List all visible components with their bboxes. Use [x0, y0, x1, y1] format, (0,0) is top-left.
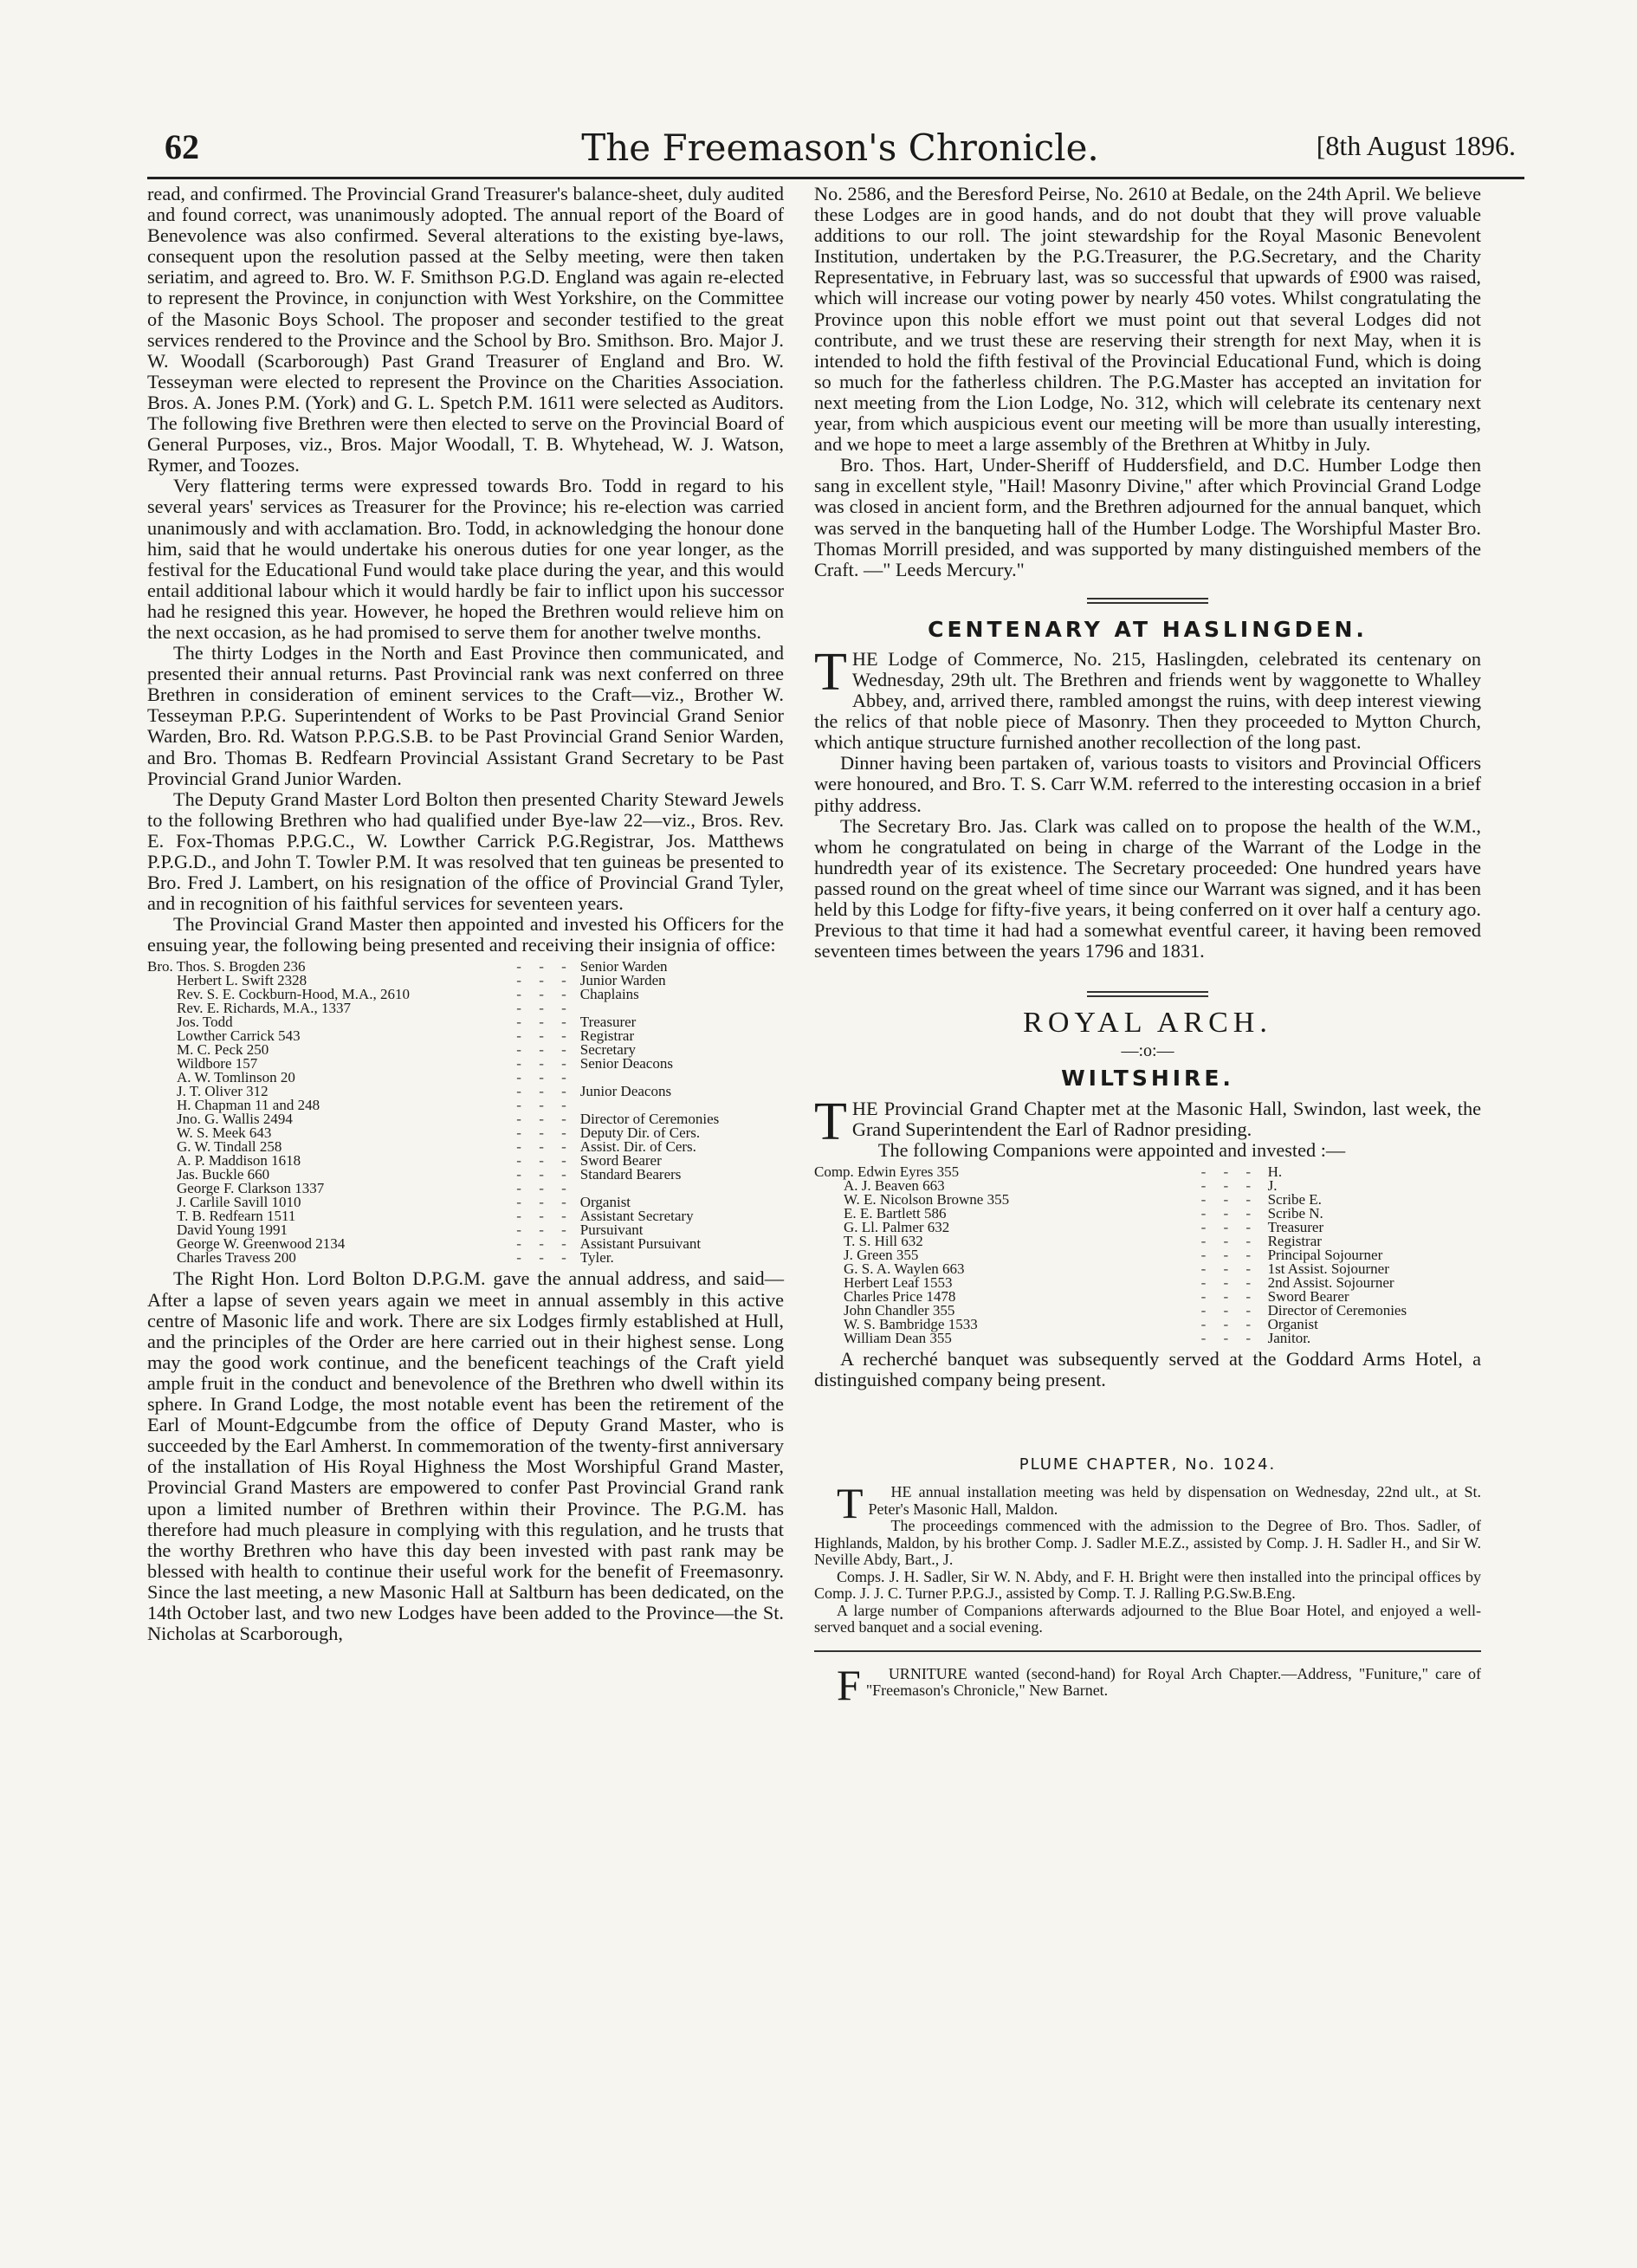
office-title: Scribe N. — [1267, 1204, 1323, 1221]
office-title: J. — [1267, 1176, 1278, 1194]
officer-name: Rev. E. Richards, M.A., 1337 — [177, 1000, 351, 1017]
section-separator — [1087, 598, 1208, 604]
office-title: Scribe E. — [1267, 1190, 1322, 1208]
officer-name: W. E. Nicolson Browne 355 — [844, 1190, 1010, 1208]
officer-name: G. W. Tindall 258 — [177, 1138, 282, 1156]
paragraph: Dinner having been partaken of, various toasts to visitors and Provincial Officers were honoured, and Bro. T. S. Carr W.M. referred to the interesting occasion in a brief pithy address. — [814, 752, 1481, 816]
paragraph: A recherché banquet was subsequently served at the Goddard Arms Hotel, a distinguished company being present. — [814, 1347, 1481, 1390]
office-title: Junior Deacons — [579, 1083, 672, 1100]
leader-dashes: - - - — [516, 1166, 573, 1183]
officer-name: A. W. Tomlinson 20 — [177, 1069, 295, 1086]
officer-name: J. Green 355 — [844, 1246, 919, 1263]
leader-dashes: - - - — [516, 1014, 573, 1031]
paragraph: The Provincial Grand Master then appointed and invested his Officers for the ensuing year, the following being presented and receiving their insignia of office: — [147, 913, 784, 956]
drop-cap: F — [837, 1660, 861, 1709]
office-title: Senior Warden — [579, 958, 668, 975]
leader-dashes: - - - — [516, 1221, 573, 1239]
leader-dashes: - - - — [516, 1000, 573, 1017]
paragraph: THE Lodge of Commerce, No. 215, Haslingden, celebrated its centenary on Wednesday, 29th ult. The Brethren and friends went by waggonette to Whalley Abbey, and, arrived there, rambled amongst the ruins, with deep interest viewing the relics of that noble piece of Masonry. Then they proceeded to Mytton Church, which antique structure furnished another recollection of the long past. — [814, 642, 1481, 754]
leader-dashes: - - - — [516, 958, 573, 975]
leader-dashes: - - - — [516, 1055, 573, 1072]
officer-name: E. E. Bartlett 586 — [844, 1204, 947, 1221]
paragraph: THE Provincial Grand Chapter met at the Masonic Hall, Swindon, last week, the Grand Superintendent the Earl of Radnor presiding. — [814, 1092, 1481, 1151]
drop-cap: T — [837, 1479, 864, 1528]
furniture-advert: F URNITURE wanted (second-hand) for Royal Arch Chapter.—Address, "Funiture," care of "Freemason's Chronicle," New Barnet. — [814, 1666, 1481, 1700]
leader-dashes: - - - — [1200, 1204, 1258, 1221]
officer-name: G. Ll. Palmer 632 — [844, 1218, 950, 1235]
officer-name: T. B. Redfearn 1511 — [177, 1208, 296, 1225]
office-title: Registrar — [1267, 1232, 1322, 1249]
issue-date: [8th August 1896. — [1316, 130, 1516, 161]
haslingden-heading: CENTENARY AT HASLINGDEN. — [928, 616, 1368, 642]
leader-dashes: - - - — [516, 1180, 573, 1197]
leader-dashes: - - - — [516, 1138, 573, 1156]
office-title: Director of Ceremonies — [579, 1111, 720, 1128]
officer-name: William Dean 355 — [844, 1329, 952, 1346]
paragraph: The thirty Lodges in the North and East Province then communicated, and presented their annual returns. Past Provincial rank was next conferred on three Brethren in consideration of eminent services to the Craft—viz., Brother W. Tesseyman P.P.G. Superintendent of Works to be Past Provincial Grand Senior Warden, Bro. Rd. Watson P.P.G.S.B. to be Past Provincial Grand Senior Warden, and Bro. Thomas B. Redfearn Provincial Assistant Grand Secretary to be Past Provincial Grand Junior Warden. — [147, 642, 784, 789]
office-title: Principal Sojourner — [1267, 1246, 1383, 1263]
paragraph: Bro. Thos. Hart, Under-Sheriff of Huddersfield, and D.C. Humber Lodge then sang in excellent style, "Hail! Masonry Divine," after which Provincial Grand Lodge was closed in ancient form, and the Brethren adjourned for the annual banquet, which was served in the banqueting hall of the Humber Lodge. The Worshipful Master Bro. Thomas Morrill presided, and was supported by many distinguished members of the Craft. —" Leeds Mercury." — [814, 454, 1481, 580]
officer-row — [814, 1332, 1481, 1345]
office-title: Assistant Pursuivant — [579, 1235, 702, 1253]
officer-name: Lowther Carrick 543 — [177, 1027, 301, 1045]
officer-name: H. Chapman 11 and 248 — [177, 1097, 320, 1114]
paragraph: No. 2586, and the Beresford Peirse, No. 2610 at Bedale, on the 24th April. We believe these Lodges are in good hands, and do not doubt that they will prove valuable additions to our roll. The joint stewardship for the Royal Masonic Benevolent Institution, undertaken by the P.G.Treasurer, the P.G.Secretary, and the Charity Representative, in February last, was so successful that upwards of £900 was raised, which will increase our voting power by nearly 450 votes. Whilst congratulating the Province upon this noble effort we must point out that several Lodges did not contribute, and we trust these are reserving their strength for next May, when it is intended to hold the fifth festival of the Provincial Educational Fund, which is doing so much for the fatherless children. The P.G.Master has accepted an invitation for next meeting from the Lion Lodge, No. 312, which will celebrate its centenary next year, from which auspicious event our meeting will be more than usually interesting, and we hope to meet a large assembly of the Brethren at Whitby in July. — [814, 183, 1481, 456]
officer-name: J. T. Oliver 312 — [177, 1083, 269, 1100]
officer-name: W. S. Bambridge 1533 — [844, 1315, 978, 1332]
officer-row — [147, 1251, 784, 1265]
officer-name: Charles Travess 200 — [177, 1249, 296, 1267]
wiltshire-heading: WILTSHIRE. — [1061, 1066, 1234, 1092]
left-column — [147, 184, 784, 1644]
leader-dashes: - - - — [1200, 1163, 1258, 1180]
office-title: Sword Bearer — [1267, 1287, 1349, 1305]
officer-name: A. J. Beaven 663 — [844, 1176, 945, 1194]
leader-dashes: - - - — [1200, 1260, 1258, 1277]
officer-name: Charles Price 1478 — [844, 1287, 956, 1305]
leader-dashes: - - - — [1200, 1232, 1258, 1249]
officer-name: Herbert L. Swift 2328 — [177, 972, 307, 989]
plume-heading: PLUME CHAPTER, No. 1024. — [1019, 1455, 1277, 1474]
officer-name: John Chandler 355 — [844, 1301, 955, 1319]
officer-name: Herbert Leaf 1553 — [844, 1273, 953, 1291]
header-rule — [147, 177, 1524, 179]
paragraph: The Secretary Bro. Jas. Clark was called on to propose the health of the W.M., whom he congratulated on being in charge of the Warrant of the Lodge in the hundredth year of its existence. The Secretary proceeded: One hundred years have passed round on the great wheel of time since our Warrant was signed, and it has been held by this Lodge for fifty-five years, it being conferred on it over half a century ago. Previous to that time it had had a somewhat eventful career, it having been removed seventeen times between the years 1796 and 1831. — [814, 814, 1481, 962]
paragraph: read, and confirmed. The Provincial Grand Treasurer's balance-sheet, duly audited and found correct, was unanimously adopted. The annual report of the Board of Benevolence was also confirmed. Several alterations to the existing bye-laws, consequent upon the resolution passed at the Selby meeting, were then taken seriatim, and agreed to. Bro. W. F. Smithson P.G.D. England was again re-elected to represent the Province, in conjunction with West Yorkshire, on the Committee of the Masonic Boys School. The proposer and seconder testified to the great services rendered to the Province and the School by Bro. Smithson. Bro. Major J. W. Woodall (Scarborough) Past Grand Treasurer of England and Bro. W. Tesseyman were elected to represent the Province on the Charities Association. Bros. A. Jones P.M. (York) and G. L. Spetch P.M. 1611 were selected as Auditors. The following five Brethren were then elected to serve on the Provincial Board of General Purposes, viz., Bros. Major Woodall, T. B. Whytehead, W. J. Watson, Rymer, and Toozes. — [147, 183, 784, 476]
paragraph: The following Companions were appointed and invested :— — [877, 1138, 1346, 1161]
divider — [814, 1650, 1481, 1652]
office-title: Pursuivant — [579, 1221, 644, 1239]
leader-dashes: - - - — [516, 1194, 573, 1211]
section-separator — [1087, 991, 1208, 997]
office-title: Organist — [1267, 1315, 1318, 1332]
officer-name: George W. Greenwood 2134 — [177, 1235, 346, 1253]
office-title: Senior Deacons — [579, 1055, 673, 1072]
leader-dashes: - - - — [1200, 1329, 1258, 1346]
leader-dashes: - - - — [516, 1069, 573, 1086]
officer-name: J. Carlile Savill 1010 — [177, 1194, 301, 1211]
officer-name: Wildbore 157 — [177, 1055, 258, 1072]
office-title: Junior Warden — [579, 972, 666, 989]
masthead-title: The Freemason's Chronicle. — [581, 126, 1099, 169]
office-title: 1st Assist. Sojourner — [1267, 1260, 1389, 1277]
paragraph: The Right Hon. Lord Bolton D.P.G.M. gave the annual address, and said—After a lapse of seven years again we meet in annual assembly in this active centre of Masonic life and work. There are six Lodges firmly established at Hull, and the principles of the Order are here carried out in their highest sense. Long may the good work continue, and the beneficent teachings of the Craft yield ample fruit in the conduct and benevolence of the Brethren who dwell within its sphere. In Grand Lodge, the most notable event has been the retirement of the Earl of Mount-Edgcumbe from the office of Deputy Grand Master, who is succeeded by the Earl Amherst. In commemoration of the twenty-first anniversary of the installation of His Royal Highness the Most Worshipful Grand Master, Provincial Grand Masters are empowered to confer Past Provincial Grand rank upon a limited number of Brethren within their Province. The P.G.M. has therefore had much pleasure in complying with this regulation, and he trusts that the worthy Brethren who have this day been invested with past rank may be blessed with health to continue their useful work for the benefit of Freemasonry. Since the last meeting, a new Masonic Hall at Saltburn has been dedicated, on the 14th October last, and two new Lodges have been added to the Province—the St. Nicholas at Scarborough, — [147, 1267, 784, 1645]
leader-dashes: - - - — [1200, 1176, 1258, 1194]
officer-name: Bro. Thos. S. Brogden 236 — [147, 958, 306, 975]
office-title: Sword Bearer — [579, 1152, 662, 1170]
leader-dashes: - - - — [516, 1208, 573, 1225]
officer-name: George F. Clarkson 1337 — [177, 1180, 325, 1197]
page-number: 62 — [165, 127, 199, 166]
paragraph: The Deputy Grand Master Lord Bolton then presented Charity Steward Jewels to the following Brethren who had qualified under Bye-law 22—viz., Bros. Rev. E. Fox-Thomas P.P.G.C., W. Lowther Carrick P.G.Registrar, Jos. Matthews P.P.G.D., and John T. Towler P.M. It was resolved that ten guineas be presented to Bro. Fred J. Lambert, on his resignation of the office of Provincial Grand Tyler, and in recognition of his faithful services for seventeen years. — [147, 787, 784, 915]
officer-name: Jas. Buckle 660 — [177, 1166, 270, 1183]
paragraph: Very flattering terms were expressed towards Bro. Todd in regard to his several years' services as Treasurer for the Province; his re-election was carried unanimously and with acclamation. Bro. Todd, in acknowledging the honour done him, said that he would undertake his onerous duties for one year longer, as the festival for the Educational Fund would take place during the year, and this would entail additional labour which it would hardly be fair to inflict upon his successor had he resigned this year. However, he hoped the Brethren would relieve him on the next occasion, as he had promised to serve them for another twelve months. — [147, 475, 784, 643]
companions-list — [814, 1165, 1481, 1345]
leader-dashes: - - - — [1200, 1246, 1258, 1263]
paragraph: A large number of Companions afterwards adjourned to the Blue Boar Hotel, and enjoyed a well-served banquet and a social evening. — [814, 1601, 1481, 1636]
office-title: Treasurer — [1267, 1218, 1324, 1235]
leader-dashes: - - - — [516, 986, 573, 1003]
officer-name: M. C. Peck 250 — [177, 1041, 269, 1059]
leader-dashes: - - - — [1200, 1218, 1258, 1235]
leader-dashes: - - - — [516, 1235, 573, 1253]
officer-name: W. S. Meek 643 — [177, 1124, 272, 1142]
leader-dashes: - - - — [1200, 1301, 1258, 1319]
leader-dashes: - - - — [516, 1249, 573, 1267]
royal-arch-heading: ROYAL ARCH. — [1023, 1007, 1272, 1040]
paragraph: Comps. J. H. Sadler, Sir W. N. Abdy, and F. H. Bright were then installed into the principal offices by Comp. J. J. C. Turner P.P.G.J., assisted by Comp. T. J. Ralling P.G.Sw.B.Eng. — [814, 1567, 1481, 1603]
office-title: Tyler. — [579, 1249, 614, 1267]
office-title: Organist — [579, 1194, 631, 1211]
office-title: Standard Bearers — [579, 1166, 682, 1183]
leader-dashes: - - - — [516, 1124, 573, 1142]
office-title: Registrar — [579, 1027, 635, 1045]
leader-dashes: - - - — [516, 1152, 573, 1170]
drop-cap: T — [814, 642, 847, 702]
office-title: H. — [1267, 1163, 1283, 1180]
officer-name: David Young 1991 — [177, 1221, 288, 1239]
right-column — [814, 183, 1481, 1709]
leader-dashes: - - - — [516, 1111, 573, 1128]
leader-dashes: - - - — [1200, 1190, 1258, 1208]
leader-dashes: - - - — [516, 972, 573, 989]
drop-cap: T — [814, 1092, 847, 1151]
officer-name: T. S. Hill 632 — [844, 1232, 923, 1249]
paragraph: T HE annual installation meeting was held by dispensation on Wednesday, 22nd ult., at St. Peter's Masonic Hall, Maldon. — [814, 1484, 1481, 1518]
office-title: Deputy Dir. of Cers. — [579, 1124, 701, 1142]
office-title: Chaplains — [579, 986, 639, 1003]
ornament: —:o:— — [1121, 1041, 1174, 1061]
paragraph: The proceedings commenced with the admission to the Degree of Bro. Thos. Sadler, of Highlands, Maldon, by his brother Comp. J. Sadler M.E.Z., assisted by Comp. J. H. Sadler H., and Sir W. Neville Abdy, Bart., J. — [814, 1517, 1481, 1569]
officer-name: Comp. Edwin Eyres 355 — [814, 1163, 960, 1180]
leader-dashes: - - - — [516, 1083, 573, 1100]
office-title: Assist. Dir. of Cers. — [579, 1138, 696, 1156]
leader-dashes: - - - — [1200, 1273, 1258, 1291]
officer-row — [147, 1001, 784, 1015]
officer-name: A. P. Maddison 1618 — [177, 1152, 301, 1170]
office-title: Treasurer — [579, 1014, 637, 1031]
leader-dashes: - - - — [516, 1027, 573, 1045]
leader-dashes: - - - — [1200, 1287, 1258, 1305]
officers-list — [147, 960, 784, 1265]
page-header — [165, 126, 1516, 170]
officer-name: G. S. A. Waylen 663 — [844, 1260, 965, 1277]
office-title: 2nd Assist. Sojourner — [1267, 1273, 1394, 1291]
office-title: Secretary — [579, 1041, 636, 1059]
leader-dashes: - - - — [1200, 1315, 1258, 1332]
officer-name: Jos. Todd — [177, 1014, 233, 1031]
leader-dashes: - - - — [516, 1041, 573, 1059]
office-title: Assistant Secretary — [579, 1208, 694, 1225]
office-title: Janitor. — [1267, 1329, 1311, 1346]
plume-report — [814, 1479, 1481, 1709]
office-title: Director of Ceremonies — [1267, 1301, 1407, 1319]
leader-dashes: - - - — [516, 1097, 573, 1114]
officer-name: Rev. S. E. Cockburn-Hood, M.A., 2610 — [177, 986, 410, 1003]
officer-name: Jno. G. Wallis 2494 — [177, 1111, 293, 1128]
